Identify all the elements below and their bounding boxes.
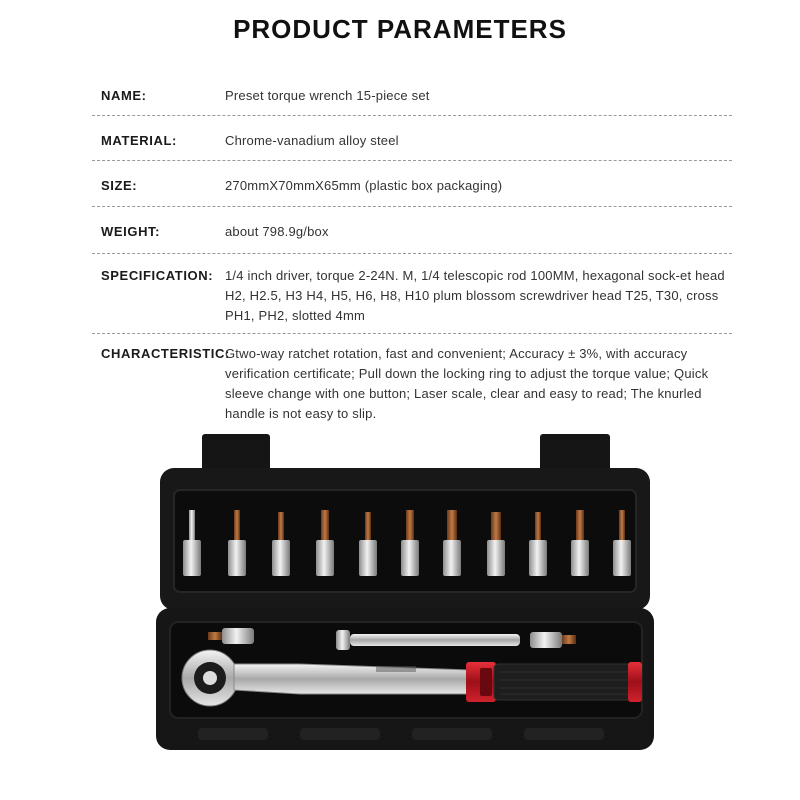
param-value: 1/4 inch driver, torque 2-24N. M, 1/4 telescopic rod 100MM, hexagonal sock-et head H2, H2.5, H3 H4, H5, H6, H8, H10 plum blossom screwdriver head T25, T30, cross PH1, PH2, slotted 4mm xyxy=(225,268,725,323)
param-row-size xyxy=(92,161,732,207)
param-label: WEIGHT: xyxy=(101,224,161,239)
param-row-name xyxy=(92,70,732,116)
parameters-table xyxy=(92,70,732,424)
page-title: PRODUCT PARAMETERS xyxy=(233,14,567,44)
param-label: MATERIAL: xyxy=(101,133,177,148)
param-label: NAME: xyxy=(101,88,147,103)
param-value: about 798.9g/box xyxy=(225,224,329,239)
param-value: Chrome-vanadium alloy steel xyxy=(225,133,399,148)
param-label: SPECIFICATION: xyxy=(101,268,214,283)
param-row-characteristic xyxy=(92,334,732,424)
param-label: CHARACTERISTIC: xyxy=(101,346,230,361)
product-image xyxy=(150,432,660,752)
param-row-specification xyxy=(92,254,732,334)
param-value: Gtwo-way ratchet rotation, fast and convenient; Accuracy ± 3%, with accuracy verification certificate; Pull down the locking ring to adjust the torque value; Quick sleeve change with one button; Laser scale, clear and easy to read; The knurled handle is not easy to slip. xyxy=(225,346,709,421)
param-row-material xyxy=(92,116,732,161)
extension-bar xyxy=(350,634,520,646)
param-label: SIZE: xyxy=(101,178,138,193)
param-row-weight xyxy=(92,207,732,254)
param-value: Preset torque wrench 15-piece set xyxy=(225,88,430,103)
param-value: 270mmX70mmX65mm (plastic box packaging) xyxy=(225,178,503,193)
